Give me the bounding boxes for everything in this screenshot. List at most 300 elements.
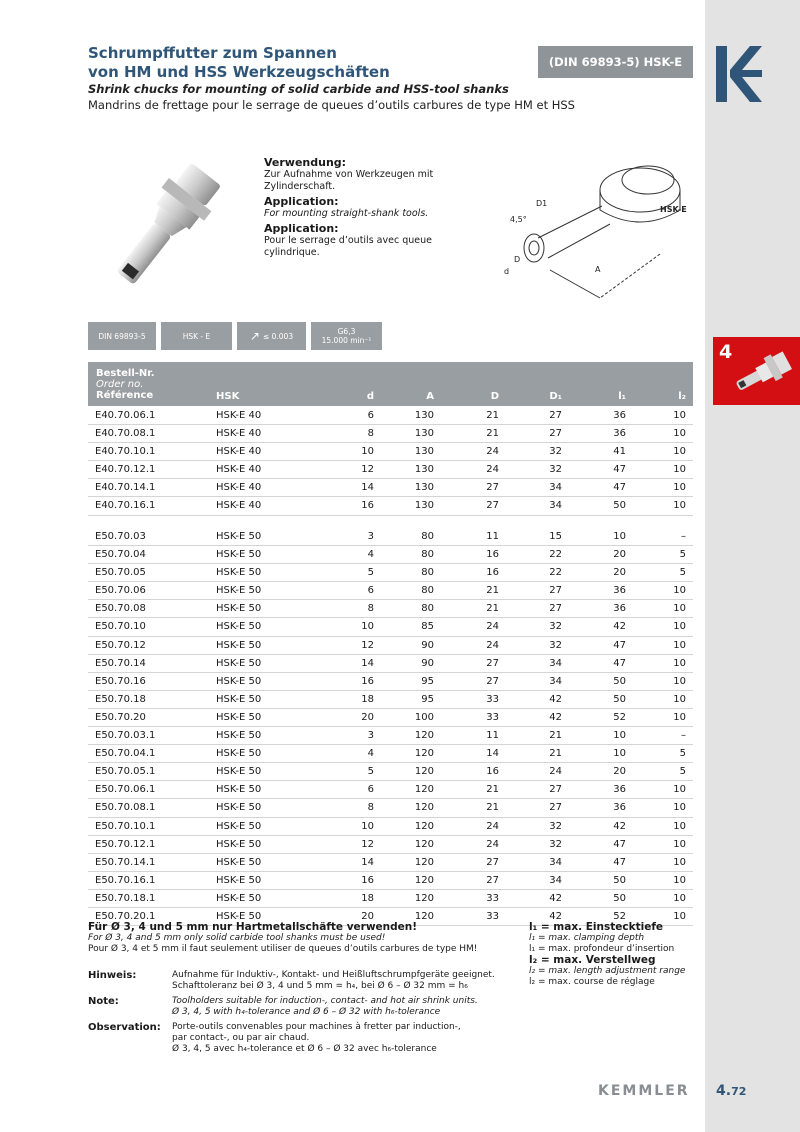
cell-order-no: E50.70.10.1 [95, 820, 156, 832]
usage-heading-en: Application: [264, 195, 339, 208]
cell-order-no: E40.70.10.1 [95, 446, 156, 458]
cell-d1: 22 [549, 567, 562, 579]
cell-d1: 32 [549, 820, 562, 832]
cell-order-no: E50.70.03.1 [95, 730, 156, 742]
cell-a: 80 [421, 603, 434, 615]
title-line-1: Schrumpffutter zum Spannen [88, 44, 337, 62]
cell-l2: 10 [673, 446, 686, 458]
title-line-2: von HM und HSS Werkzeugschäften [88, 63, 390, 81]
table-row [88, 709, 693, 727]
spec-din [88, 322, 156, 350]
header-d1: D₁ [549, 391, 562, 402]
cell-d1: 27 [549, 585, 562, 597]
cell-d1: 42 [549, 892, 562, 904]
cell-a: 120 [414, 856, 434, 868]
table-row [88, 497, 693, 515]
page-number [716, 1083, 746, 1099]
usage-section [264, 154, 474, 259]
cell-d: 8 [367, 802, 374, 814]
table-header [88, 362, 693, 406]
cell-l1: 47 [613, 639, 626, 651]
cell-d1: 34 [549, 500, 562, 512]
cell-a: 80 [421, 549, 434, 561]
cell-d1: 32 [549, 446, 562, 458]
cell-a: 120 [414, 820, 434, 832]
cell-a: 120 [414, 766, 434, 778]
cell-d: 16 [361, 675, 374, 687]
legend-l1-fr: l₁ = max. profondeur d’insertion [529, 944, 675, 954]
table-row [88, 781, 693, 799]
spec-din-text: DIN 69893-5 [98, 331, 146, 341]
side-strip [705, 0, 800, 1132]
cell-big-d: 27 [486, 856, 499, 868]
cell-hsk: HSK-E 50 [216, 693, 262, 705]
cell-order-no: E50.70.10 [95, 621, 146, 633]
header-a: A [426, 391, 434, 402]
cell-a: 130 [414, 482, 434, 494]
header-big-d: D [490, 391, 499, 402]
spec-runout [237, 322, 306, 350]
remark-hinweis-text-1: Aufnahme für Induktiv-, Kontakt- und Heißluftschrumpfgeräte geeignet. [172, 970, 495, 980]
cell-l2: 10 [673, 410, 686, 421]
cell-order-no: E50.70.14.1 [95, 856, 156, 868]
table-row [88, 691, 693, 709]
cell-a: 95 [421, 675, 434, 687]
cell-hsk: HSK-E 40 [216, 428, 262, 440]
cell-big-d: 21 [486, 585, 499, 597]
cell-big-d: 11 [486, 531, 499, 542]
cell-l2: 10 [673, 675, 686, 687]
cell-d: 3 [367, 531, 374, 542]
cell-l1: 41 [613, 446, 626, 458]
table-row [88, 854, 693, 872]
table-row [88, 745, 693, 763]
cell-big-d: 33 [486, 711, 499, 723]
header-l2: l₂ [678, 391, 686, 402]
cell-hsk: HSK-E 40 [216, 464, 262, 476]
cell-l1: 36 [613, 410, 626, 421]
cell-order-no: E50.70.06 [95, 585, 146, 597]
cell-big-d: 27 [486, 657, 499, 669]
cell-a: 80 [421, 585, 434, 597]
cell-d: 12 [361, 838, 374, 850]
cell-l1: 36 [613, 802, 626, 814]
cell-l1: 10 [613, 531, 626, 542]
cell-d: 20 [361, 711, 374, 723]
cell-a: 130 [414, 500, 434, 512]
cell-order-no: E50.70.08.1 [95, 802, 156, 814]
cell-d: 10 [361, 446, 374, 458]
cell-a: 120 [414, 748, 434, 760]
cell-l2: 10 [673, 693, 686, 705]
cell-d1: 32 [549, 639, 562, 651]
cell-order-no: E50.70.16.1 [95, 874, 156, 886]
table-row [88, 763, 693, 781]
cell-hsk: HSK-E 50 [216, 675, 262, 687]
cell-d: 4 [367, 748, 374, 760]
warning-de: Für Ø 3, 4 und 5 mm nur Hartmetallschäfte verwenden! [88, 921, 418, 933]
cell-d1: 21 [549, 730, 562, 742]
cell-l2: 10 [673, 711, 686, 723]
drawing-hsk-label: HSK-E [660, 205, 687, 214]
cell-big-d: 27 [486, 482, 499, 494]
cell-d: 18 [361, 693, 374, 705]
cell-hsk: HSK-E 40 [216, 482, 262, 494]
cell-l1: 36 [613, 428, 626, 440]
cell-big-d: 21 [486, 428, 499, 440]
cell-l1: 47 [613, 657, 626, 669]
drawing-small-d-label: d [504, 267, 510, 276]
table-row [88, 600, 693, 618]
remark-observation-label: Observation: [88, 1022, 161, 1033]
cell-l2: 10 [673, 428, 686, 440]
remark-observation [88, 1022, 518, 1055]
cell-hsk: HSK-E 50 [216, 856, 262, 868]
usage-text-de: Zur Aufnahme von Werkzeugen mit Zylinderschaft. [264, 169, 434, 192]
cell-order-no: E50.70.06.1 [95, 784, 156, 796]
cell-big-d: 24 [486, 464, 499, 476]
cell-d1: 24 [549, 766, 562, 778]
chapter-number: 4 [719, 341, 733, 363]
remark-observation-text-1: Porte-outils convenables pour machines à fretter par induction-, [172, 1022, 461, 1032]
header-d: d [366, 391, 374, 402]
cell-hsk: HSK-E 50 [216, 820, 262, 832]
table-row [88, 637, 693, 655]
chapter-tab[interactable] [713, 337, 800, 405]
table-row [88, 479, 693, 497]
cell-d: 6 [367, 784, 374, 796]
drawing-big-d-label: D [514, 255, 521, 264]
table-row [88, 443, 693, 461]
cell-big-d: 33 [486, 693, 499, 705]
spec-hsk-text: HSK - E [182, 331, 211, 341]
cell-d1: 32 [549, 464, 562, 476]
cell-l2: 10 [673, 585, 686, 597]
cell-a: 100 [414, 711, 434, 723]
table-row [88, 546, 693, 564]
drawing-d1-label: D1 [536, 199, 548, 208]
cell-d1: 42 [549, 693, 562, 705]
spec-hsk [161, 322, 232, 350]
cell-d1: 34 [549, 657, 562, 669]
subtitle-french: Mandrins de frettage pour le serrage de queues d’outils carbures de type HM et HSS [88, 98, 575, 112]
cell-l2: 10 [673, 603, 686, 615]
cell-hsk: HSK-E 50 [216, 567, 262, 579]
cell-hsk: HSK-E 50 [216, 603, 262, 615]
warning-en: For Ø 3, 4 and 5 mm only solid carbide tool shanks must be used! [88, 933, 386, 943]
header-order-no [96, 368, 155, 401]
cell-d1: 27 [549, 410, 562, 421]
cell-l1: 20 [613, 549, 626, 561]
usage-heading-de: Verwendung: [264, 156, 347, 169]
cell-hsk: HSK-E 50 [216, 585, 262, 597]
table-group-hsk-e40 [88, 407, 693, 516]
cell-d: 4 [367, 549, 374, 561]
cell-big-d: 21 [486, 603, 499, 615]
table-row [88, 407, 693, 425]
cell-big-d: 24 [486, 639, 499, 651]
cell-d: 16 [361, 874, 374, 886]
cell-hsk: HSK-E 50 [216, 838, 262, 850]
cell-hsk: HSK-E 50 [216, 549, 262, 561]
spec-balance-speed: 15.000 min⁻¹ [321, 336, 372, 345]
cell-d: 18 [361, 892, 374, 904]
cell-d1: 27 [549, 784, 562, 796]
cell-big-d: 16 [486, 766, 499, 778]
footer-brand: KEMMLER [598, 1083, 690, 1099]
cell-a: 130 [414, 446, 434, 458]
usage-text-fr: Pour le serrage d’outils avec queue cylindrique. [264, 235, 432, 258]
cell-d: 8 [367, 603, 374, 615]
remark-note-text-2: Ø 3, 4, 5 with h₄-tolerance and Ø 6 – Ø 32 with h₆-tolerance [172, 1007, 441, 1017]
cell-order-no: E50.70.04 [95, 549, 146, 561]
cell-order-no: E50.70.12 [95, 639, 146, 651]
cell-a: 120 [414, 838, 434, 850]
cell-hsk: HSK-E 50 [216, 892, 262, 904]
cell-a: 90 [421, 657, 434, 669]
warning-fr: Pour Ø 3, 4 et 5 mm il faut seulement utiliser de queues d’outils carbures de type HM! [88, 944, 478, 954]
cell-hsk: HSK-E 50 [216, 748, 262, 760]
cell-l1: 20 [613, 766, 626, 778]
spec-runout-text: ≤ 0.003 [262, 331, 294, 341]
cell-a: 90 [421, 639, 434, 651]
table-row [88, 618, 693, 636]
header-hsk: HSK [216, 391, 240, 402]
remark-note-text-1: Toolholders suitable for induction-, contact- and hot air shrink units. [172, 996, 478, 1006]
cell-big-d: 14 [486, 748, 499, 760]
cell-a: 120 [414, 802, 434, 814]
cell-order-no: E50.70.05.1 [95, 766, 156, 778]
table-row [88, 564, 693, 582]
chuck-thumbnail-icon [728, 343, 798, 401]
cell-big-d: 16 [486, 549, 499, 561]
cell-hsk: HSK-E 40 [216, 500, 262, 512]
cell-big-d: 21 [486, 410, 499, 421]
cell-order-no: E50.70.08 [95, 603, 146, 615]
cell-big-d: 27 [486, 874, 499, 886]
cell-big-d: 11 [486, 730, 499, 742]
cell-l2: 10 [673, 500, 686, 512]
cell-l1: 52 [613, 711, 626, 723]
cell-l1: 47 [613, 464, 626, 476]
cell-big-d: 27 [486, 500, 499, 512]
table-row [88, 425, 693, 443]
table-row [88, 890, 693, 908]
cell-l2: 10 [673, 482, 686, 494]
cell-hsk: HSK-E 50 [216, 730, 262, 742]
cell-d: 12 [361, 639, 374, 651]
technical-drawing [490, 150, 700, 300]
cell-d1: 34 [549, 874, 562, 886]
cell-hsk: HSK-E 40 [216, 410, 262, 421]
cell-d1: 27 [549, 802, 562, 814]
table-group-hsk-e50 [88, 528, 693, 926]
page-title [88, 44, 390, 82]
cell-l1: 42 [613, 621, 626, 633]
table-row [88, 673, 693, 691]
cell-l1: 47 [613, 856, 626, 868]
cell-hsk: HSK-E 50 [216, 711, 262, 723]
cell-l2: 5 [679, 766, 686, 778]
cell-order-no: E50.70.04.1 [95, 748, 156, 760]
cell-l1: 42 [613, 820, 626, 832]
table-row [88, 818, 693, 836]
page-number-minor: 72 [731, 1085, 747, 1098]
cell-hsk: HSK-E 50 [216, 531, 262, 542]
product-photo [88, 148, 248, 298]
cell-big-d: 33 [486, 910, 499, 922]
cell-l2: 10 [673, 802, 686, 814]
cell-big-d: 16 [486, 567, 499, 579]
header-order-en: Order no. [96, 379, 144, 390]
cell-hsk: HSK-E 50 [216, 639, 262, 651]
cell-d1: 27 [549, 428, 562, 440]
cell-a: 130 [414, 428, 434, 440]
legend-l2-de: l₂ = max. Verstellweg [529, 954, 656, 966]
cell-l2: 10 [673, 784, 686, 796]
cell-d: 12 [361, 464, 374, 476]
drawing-a-label: A [595, 265, 601, 274]
cell-l1: 10 [613, 730, 626, 742]
cell-a: 85 [421, 621, 434, 633]
cell-order-no: E50.70.18.1 [95, 892, 156, 904]
cell-big-d: 24 [486, 838, 499, 850]
kemmler-logo-icon [716, 46, 762, 102]
cell-order-no: E50.70.12.1 [95, 838, 156, 850]
cell-l2: 5 [679, 549, 686, 561]
cell-big-d: 24 [486, 446, 499, 458]
cell-hsk: HSK-E 50 [216, 657, 262, 669]
cell-order-no: E40.70.06.1 [95, 410, 156, 421]
remarks-section [88, 970, 518, 1059]
cell-l2: 5 [679, 567, 686, 579]
table-row [88, 582, 693, 600]
spec-balance [311, 322, 382, 350]
cell-a: 80 [421, 567, 434, 579]
remark-hinweis-text-2: Schafttoleranz bei Ø 3, 4 und 5 mm = h₄, bei Ø 6 – Ø 32 mm = h₆ [172, 981, 468, 991]
cell-l1: 47 [613, 482, 626, 494]
cell-hsk: HSK-E 50 [216, 784, 262, 796]
cell-d: 6 [367, 585, 374, 597]
cell-hsk: HSK-E 50 [216, 621, 262, 633]
cell-l1: 20 [613, 567, 626, 579]
cell-order-no: E50.70.18 [95, 693, 146, 705]
header-order-de: Bestell-Nr. [96, 368, 155, 379]
usage-text-en: For mounting straight-shank tools. [264, 208, 429, 219]
cell-d1: 34 [549, 856, 562, 868]
cell-d1: 32 [549, 838, 562, 850]
cell-l1: 36 [613, 585, 626, 597]
cell-l2: 10 [673, 820, 686, 832]
cell-d1: 27 [549, 603, 562, 615]
cell-l2: 10 [673, 874, 686, 886]
cell-a: 120 [414, 874, 434, 886]
cell-l1: 52 [613, 910, 626, 922]
cell-l2: 10 [673, 892, 686, 904]
cell-d: 10 [361, 621, 374, 633]
legend-l1-de: l₁ = max. Einstecktiefe [529, 921, 664, 933]
cell-order-no: E40.70.08.1 [95, 428, 156, 440]
cell-l1: 36 [613, 784, 626, 796]
cell-big-d: 24 [486, 820, 499, 832]
table-row [88, 872, 693, 890]
cell-order-no: E50.70.14 [95, 657, 146, 669]
shank-warning [88, 922, 518, 955]
legend-l1-en: l₁ = max. clamping depth [529, 933, 645, 943]
cell-big-d: 24 [486, 621, 499, 633]
cell-l1: 50 [613, 892, 626, 904]
cell-l2: 10 [673, 639, 686, 651]
drawing-angle-label: 4,5° [510, 215, 527, 224]
cell-l2: – [681, 730, 686, 742]
cell-d1: 22 [549, 549, 562, 561]
cell-a: 130 [414, 464, 434, 476]
cell-l1: 50 [613, 500, 626, 512]
cell-d: 5 [367, 766, 374, 778]
cell-a: 80 [421, 531, 434, 542]
cell-hsk: HSK-E 50 [216, 766, 262, 778]
cell-l2: 10 [673, 464, 686, 476]
cell-order-no: E50.70.05 [95, 567, 146, 579]
cell-l1: 47 [613, 838, 626, 850]
cell-d: 14 [361, 657, 374, 669]
cell-d: 6 [367, 410, 374, 421]
din-badge: (DIN 69893-5) HSK-E [538, 46, 693, 78]
cell-big-d: 21 [486, 802, 499, 814]
cell-l1: 36 [613, 603, 626, 615]
cell-d1: 42 [549, 711, 562, 723]
cell-l2: 10 [673, 910, 686, 922]
cell-l2: 10 [673, 621, 686, 633]
cell-d: 14 [361, 856, 374, 868]
legend-l2-fr: l₂ = max. course de réglage [529, 977, 655, 987]
cell-a: 120 [414, 730, 434, 742]
table-row [88, 461, 693, 479]
cell-d1: 34 [549, 482, 562, 494]
cell-l2: 10 [673, 657, 686, 669]
cell-order-no: E50.70.20.1 [95, 910, 156, 922]
cell-l1: 10 [613, 748, 626, 760]
subtitle-english: Shrink chucks for mounting of solid carbide and HSS-tool shanks [88, 82, 509, 96]
cell-order-no: E40.70.16.1 [95, 500, 156, 512]
page-number-major: 4. [716, 1083, 732, 1099]
cell-d1: 21 [549, 748, 562, 760]
table-row [88, 836, 693, 854]
cell-d: 20 [361, 910, 374, 922]
usage-heading-fr: Application: [264, 222, 339, 235]
dimension-legend [529, 922, 704, 988]
remark-observation-text-3: Ø 3, 4, 5 avec h₄-tolerance et Ø 6 – Ø 32 avec h₆-tolerance [172, 1044, 437, 1054]
cell-d: 8 [367, 428, 374, 440]
table-row [88, 727, 693, 745]
cell-d: 14 [361, 482, 374, 494]
cell-l2: 10 [673, 838, 686, 850]
cell-l2: – [681, 531, 686, 542]
remark-note [88, 996, 518, 1018]
cell-order-no: E40.70.12.1 [95, 464, 156, 476]
cell-l2: 5 [679, 748, 686, 760]
cell-order-no: E50.70.20 [95, 711, 146, 723]
cell-order-no: E40.70.14.1 [95, 482, 156, 494]
cell-d: 5 [367, 567, 374, 579]
runout-arrow-icon: ↗ [249, 328, 260, 343]
table-row [88, 799, 693, 817]
cell-l1: 50 [613, 693, 626, 705]
cell-hsk: HSK-E 50 [216, 802, 262, 814]
cell-hsk: HSK-E 50 [216, 874, 262, 886]
cell-a: 120 [414, 910, 434, 922]
cell-d1: 42 [549, 910, 562, 922]
